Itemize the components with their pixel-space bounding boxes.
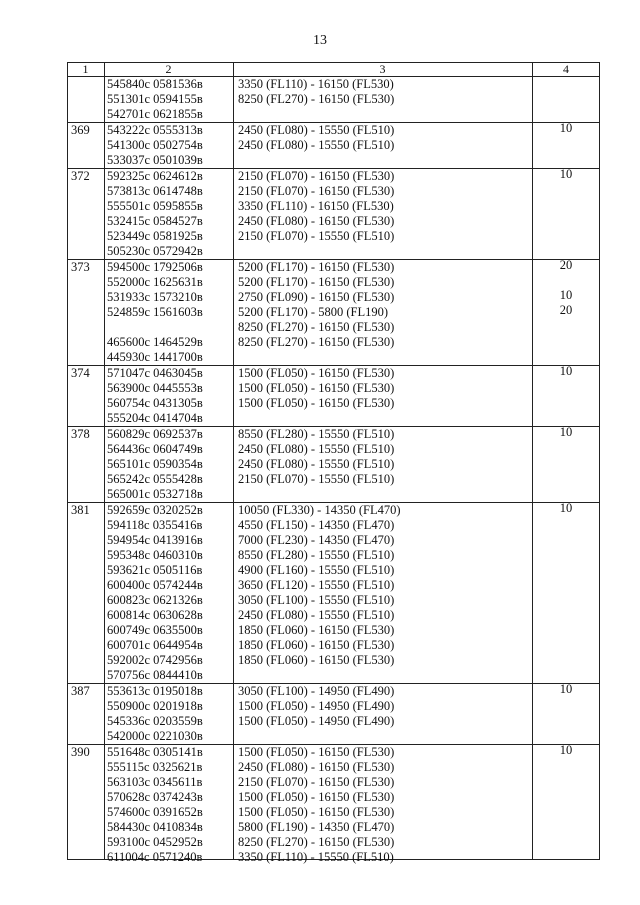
flight-level-cell: 2150 (FL070) - 16150 (FL530) xyxy=(238,169,395,183)
coordinate-cell: 570756с 0844410в xyxy=(107,668,203,682)
flight-level-cell: 2450 (FL080) - 15550 (FL510) xyxy=(238,457,395,471)
flight-level-cell: 5200 (FL170) - 16150 (FL530) xyxy=(238,260,395,274)
row-number: 390 xyxy=(71,745,90,759)
flight-level-cell: 1500 (FL050) - 16150 (FL530) xyxy=(238,366,395,380)
flight-level-cell: 1500 (FL050) - 16150 (FL530) xyxy=(238,790,395,804)
flight-level-cell: 3650 (FL120) - 15550 (FL510) xyxy=(238,578,395,592)
flight-level-cell: 1500 (FL050) - 16150 (FL530) xyxy=(238,381,395,395)
coordinate-cell: 533037с 0501039в xyxy=(107,153,203,167)
coordinate-cell: 564436с 0604749в xyxy=(107,442,203,456)
coordinate-cell: 565242с 0555428в xyxy=(107,472,203,486)
coordinate-cell: 552000с 1625631в xyxy=(107,275,203,289)
coordinate-cell: 600823с 0621326в xyxy=(107,593,203,607)
coordinate-cell: 563103с 0345611в xyxy=(107,775,203,789)
coordinate-cell: 570628с 0374243в xyxy=(107,790,203,804)
flight-level-cell: 10050 (FL330) - 14350 (FL470) xyxy=(238,503,401,517)
col4-value: 10 xyxy=(559,425,573,439)
flight-level-cell: 2450 (FL080) - 15550 (FL510) xyxy=(238,442,395,456)
header-col-1: 1 xyxy=(82,62,89,76)
coordinate-cell: 551301с 0594155в xyxy=(107,92,203,106)
flight-level-cell: 2150 (FL070) - 16150 (FL530) xyxy=(238,184,395,198)
coordinate-cell: 545840с 0581536в xyxy=(107,77,203,91)
row-number: 378 xyxy=(71,427,90,441)
flight-level-cell: 1500 (FL050) - 14950 (FL490) xyxy=(238,699,395,713)
flight-level-cell: 1850 (FL060) - 16150 (FL530) xyxy=(238,653,395,667)
coordinates-table xyxy=(67,62,600,864)
coordinate-cell: 563900с 0445553в xyxy=(107,381,203,395)
coordinate-cell: 595348с 0460310в xyxy=(107,548,203,562)
coordinate-cell: 551648с 0305141в xyxy=(107,745,203,759)
header-col-3: 3 xyxy=(379,62,386,76)
flight-level-cell: 2450 (FL080) - 16150 (FL530) xyxy=(238,214,395,228)
coordinate-cell: 584430с 0410834в xyxy=(107,820,203,834)
coordinate-cell: 505230с 0572942в xyxy=(107,244,203,258)
flight-level-cell: 3350 (FL110) - 16150 (FL530) xyxy=(238,77,394,91)
coordinate-cell: 592002с 0742956в xyxy=(107,653,203,667)
flight-level-cell: 2750 (FL090) - 16150 (FL530) xyxy=(238,290,395,304)
flight-level-cell: 8550 (FL280) - 15550 (FL510) xyxy=(238,427,395,441)
coordinate-cell: 594500с 1792506в xyxy=(107,260,203,274)
row-number: 374 xyxy=(71,366,90,380)
flight-level-cell: 1850 (FL060) - 16150 (FL530) xyxy=(238,638,395,652)
coordinate-cell: 565101с 0590354в xyxy=(107,457,203,471)
coordinate-cell: 523449с 0581925в xyxy=(107,229,203,243)
flight-level-cell: 1500 (FL050) - 16150 (FL530) xyxy=(238,745,395,759)
col4-value: 10 xyxy=(559,682,573,696)
coordinate-cell: 445930с 1441700в xyxy=(107,350,203,364)
coordinate-cell: 555115с 0325621в xyxy=(107,760,203,774)
coordinate-cell: 560829с 0692537в xyxy=(107,427,203,441)
flight-level-cell: 2150 (FL070) - 15550 (FL510) xyxy=(238,472,395,486)
coordinate-cell: 611004с 0571240в xyxy=(107,850,203,864)
flight-level-cell: 2450 (FL080) - 15550 (FL510) xyxy=(238,138,395,152)
coordinate-cell: 600400с 0574244в xyxy=(107,578,203,592)
flight-level-cell: 1850 (FL060) - 16150 (FL530) xyxy=(238,623,395,637)
coordinate-cell: 545336с 0203559в xyxy=(107,714,203,728)
row-number: 373 xyxy=(71,260,90,274)
flight-level-cell: 1500 (FL050) - 16150 (FL530) xyxy=(238,805,395,819)
coordinate-cell: 550900с 0201918в xyxy=(107,699,203,713)
flight-level-cell: 4550 (FL150) - 14350 (FL470) xyxy=(238,518,395,532)
coordinate-cell: 600814с 0630628в xyxy=(107,608,203,622)
coordinate-cell: 574600с 0391652в xyxy=(107,805,203,819)
flight-level-cell: 5200 (FL170) - 16150 (FL530) xyxy=(238,275,395,289)
coordinate-cell: 592659с 0320252в xyxy=(107,503,203,517)
col4-value: 10 xyxy=(559,501,573,515)
flight-level-cell: 3050 (FL100) - 14950 (FL490) xyxy=(238,684,395,698)
col4-value: 10 xyxy=(559,364,573,378)
coordinate-cell: 565001с 0532718в xyxy=(107,487,203,501)
coordinate-cell: 542701с 0621855в xyxy=(107,107,203,121)
flight-level-cell: 4900 (FL160) - 15550 (FL510) xyxy=(238,563,395,577)
coordinate-cell: 593100с 0452952в xyxy=(107,835,203,849)
flight-level-cell: 2450 (FL080) - 15550 (FL510) xyxy=(238,608,395,622)
header-col-4: 4 xyxy=(563,62,569,76)
row-number: 387 xyxy=(71,684,90,698)
coordinate-cell: 600749с 0635500в xyxy=(107,623,203,637)
column-divider xyxy=(233,62,234,860)
col4-value: 10 xyxy=(559,288,573,302)
flight-level-cell: 8550 (FL280) - 15550 (FL510) xyxy=(238,548,395,562)
coordinate-cell: 594118с 0355416в xyxy=(107,518,203,532)
coordinate-cell: 543222с 0555313в xyxy=(107,123,203,137)
flight-level-cell: 5800 (FL190) - 14350 (FL470) xyxy=(238,820,395,834)
flight-level-cell: 5200 (FL170) - 5800 (FL190) xyxy=(238,305,388,319)
coordinate-cell: 594954с 0413916в xyxy=(107,533,203,547)
coordinate-cell: 600701с 0644954в xyxy=(107,638,203,652)
coordinate-cell: 524859с 1561603в xyxy=(107,305,203,319)
coordinate-cell: 532415с 0584527в xyxy=(107,214,203,228)
flight-level-cell: 8250 (FL270) - 16150 (FL530) xyxy=(238,320,395,334)
row-number: 372 xyxy=(71,169,90,183)
page-number: 13 xyxy=(313,33,327,48)
row-number: 381 xyxy=(71,503,90,517)
col4-value: 10 xyxy=(559,167,573,181)
coordinate-cell: 542000с 0221030в xyxy=(107,729,203,743)
flight-level-cell: 8250 (FL270) - 16150 (FL530) xyxy=(238,335,395,349)
coordinate-cell: 555204с 0414704в xyxy=(107,411,203,425)
flight-level-cell: 8250 (FL270) - 16150 (FL530) xyxy=(238,835,395,849)
coordinate-cell: 553613с 0195018в xyxy=(107,684,203,698)
flight-level-cell: 1500 (FL050) - 14950 (FL490) xyxy=(238,714,395,728)
flight-level-cell: 2150 (FL070) - 16150 (FL530) xyxy=(238,775,395,789)
header-col-2: 2 xyxy=(165,62,172,76)
flight-level-cell: 3050 (FL100) - 15550 (FL510) xyxy=(238,593,395,607)
col4-value: 10 xyxy=(559,121,573,135)
coordinate-cell: 560754с 0431305в xyxy=(107,396,203,410)
coordinate-cell: 593621с 0505116в xyxy=(107,563,203,577)
coordinate-cell: 592325с 0624612в xyxy=(107,169,203,183)
coordinate-cell: 531933с 1573210в xyxy=(107,290,203,304)
coordinate-cell: 541300с 0502754в xyxy=(107,138,203,152)
coordinate-cell: 573813с 0614748в xyxy=(107,184,203,198)
flight-level-cell: 3350 (FL110) - 15550 (FL510) xyxy=(238,850,394,864)
flight-level-cell: 3350 (FL110) - 16150 (FL530) xyxy=(238,199,394,213)
coordinate-cell: 465600с 1464529в xyxy=(107,335,203,349)
flight-level-cell: 1500 (FL050) - 16150 (FL530) xyxy=(238,396,395,410)
flight-level-cell: 2450 (FL080) - 15550 (FL510) xyxy=(238,123,395,137)
coordinate-cell: 571047с 0463045в xyxy=(107,366,203,380)
flight-level-cell: 2450 (FL080) - 16150 (FL530) xyxy=(238,760,395,774)
row-number: 369 xyxy=(71,123,90,137)
col4-value: 20 xyxy=(559,303,573,317)
col4-value: 10 xyxy=(559,743,573,757)
flight-level-cell: 7000 (FL230) - 14350 (FL470) xyxy=(238,533,395,547)
col4-value: 20 xyxy=(559,258,573,272)
flight-level-cell: 2150 (FL070) - 15550 (FL510) xyxy=(238,229,395,243)
flight-level-cell: 8250 (FL270) - 16150 (FL530) xyxy=(238,92,395,106)
coordinate-cell: 555501с 0595855в xyxy=(107,199,203,213)
